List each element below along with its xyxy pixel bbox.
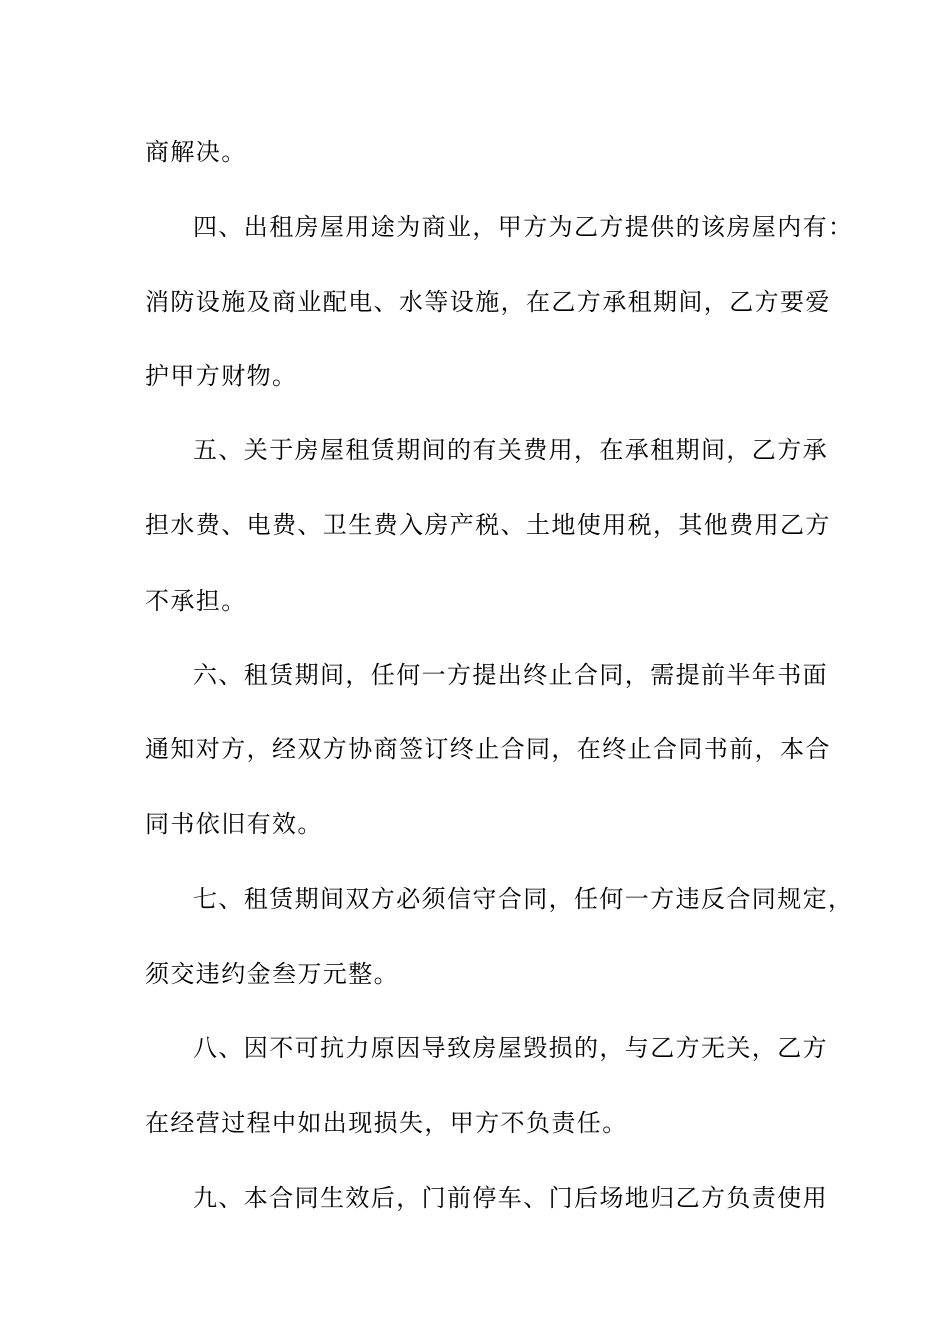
clause-8-line-2: 在经营过程中如出现损失，甲方不负责任。: [145, 1109, 628, 1137]
clause-5-line-1: 五、关于房屋租赁期间的有关费用，在承租期间，乙方承: [193, 436, 828, 464]
clause-4-line-2: 消防设施及商业配电、水等设施，在乙方承租期间，乙方要爱: [145, 288, 831, 316]
clause-9-line-1: 九、本合同生效后，门前停车、门后场地归乙方负责使用: [193, 1184, 828, 1212]
clause-6-line-2: 通知对方，经双方协商签订终止合同，在终止合同书前，本合: [145, 735, 831, 763]
clause-4-line-1: 四、出租房屋用途为商业，甲方为乙方提供的该房屋内有：: [193, 213, 854, 241]
clause-7-line-2: 须交违约金叁万元整。: [145, 960, 399, 988]
clause-7-line-1: 七、租赁期间双方必须信守合同，任何一方违反合同规定，: [193, 885, 854, 913]
clause-5-line-2: 担水费、电费、卫生费入房产税、土地使用税，其他费用乙方: [145, 511, 831, 539]
paragraph-3-line-end: 商解决。: [145, 138, 247, 166]
clause-5-line-3: 不承担。: [145, 587, 247, 615]
clause-4-line-3: 护甲方财物。: [145, 362, 298, 390]
clause-6-line-1: 六、租赁期间，任何一方提出终止合同，需提前半年书面: [193, 661, 828, 689]
clause-6-line-3: 同书依旧有效。: [145, 810, 323, 838]
clause-8-line-1: 八、因不可抗力原因导致房屋毁损的，与乙方无关，乙方: [193, 1034, 828, 1062]
